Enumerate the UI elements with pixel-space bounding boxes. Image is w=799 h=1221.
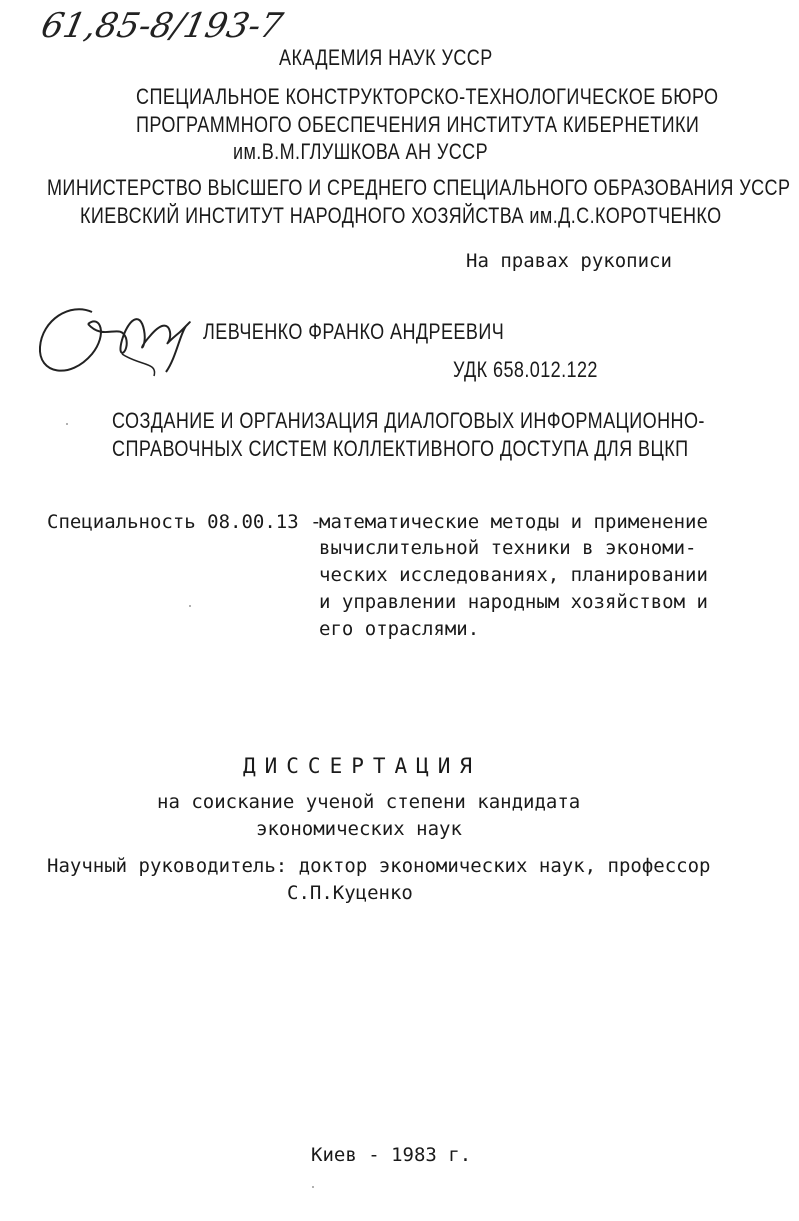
specialty-line: его отраслями.: [319, 618, 480, 640]
specialty-line: ческих исследованиях, планировании: [319, 564, 708, 586]
academy-heading: АКАДЕМИЯ НАУК УССР: [279, 45, 493, 70]
udc-code: УДК 658.012.122: [453, 357, 598, 382]
specialty-line: и управлении народным хозяйством и: [319, 591, 708, 613]
author-signature: [30, 292, 200, 387]
author-name: ЛЕВЧЕНКО ФРАНКО АНДРЕЕВИЧ: [203, 319, 505, 344]
dissertation-title-line-2: СПРАВОЧНЫХ СИСТЕМ КОЛЛЕКТИВНОГО ДОСТУПА ДЛЯ ВЦКП: [112, 436, 689, 461]
place-and-year: Киев - 1983 г.: [311, 1144, 472, 1166]
specialty-line: математические методы и применение: [319, 511, 708, 533]
bureau-line-3: им.В.М.ГЛУШКОВА АН УССР: [233, 139, 489, 164]
degree-line-2: экономических наук: [256, 818, 462, 840]
dissertation-heading: ДИССЕРТАЦИЯ: [243, 754, 482, 778]
scan-speck: [312, 1186, 314, 1188]
scan-speck: [66, 423, 68, 425]
degree-line-1: на соискание ученой степени кандидата: [157, 791, 581, 813]
scan-speck: [189, 605, 191, 607]
bureau-line-1: СПЕЦИАЛЬНОЕ КОНСТРУКТОРСКО-ТЕХНОЛОГИЧЕСКОЕ БЮРО: [136, 84, 719, 109]
dissertation-title-line-1: СОЗДАНИЕ И ОРГАНИЗАЦИЯ ДИАЛОГОВЫХ ИНФОРМАЦИОННО-: [112, 408, 705, 433]
supervisor-name: С.П.Куценко: [287, 882, 413, 904]
bureau-line-2: ПРОГРАММНОГО ОБЕСПЕЧЕНИЯ ИНСТИТУТА КИБЕРНЕТИКИ: [136, 112, 700, 137]
specialty-line: вычислительной техники в экономи-: [319, 537, 697, 559]
manuscript-rights: На правах рукописи: [466, 250, 672, 272]
ministry-line: МИНИСТЕРСТВО ВЫСШЕГО И СРЕДНЕГО СПЕЦИАЛЬНОГО ОБРАЗОВАНИЯ УССР: [47, 175, 791, 200]
institute-line: КИЕВСКИЙ ИНСТИТУТ НАРОДНОГО ХОЗЯЙСТВА им.Д.С.КОРОТЧЕНКО: [80, 203, 722, 228]
supervisor-label: Научный руководитель: доктор экономических наук, профессор: [47, 855, 711, 877]
specialty-label: Специальность 08.00.13 -: [47, 511, 322, 533]
handwritten-archive-number: 61,85-8/193-7: [37, 6, 287, 46]
